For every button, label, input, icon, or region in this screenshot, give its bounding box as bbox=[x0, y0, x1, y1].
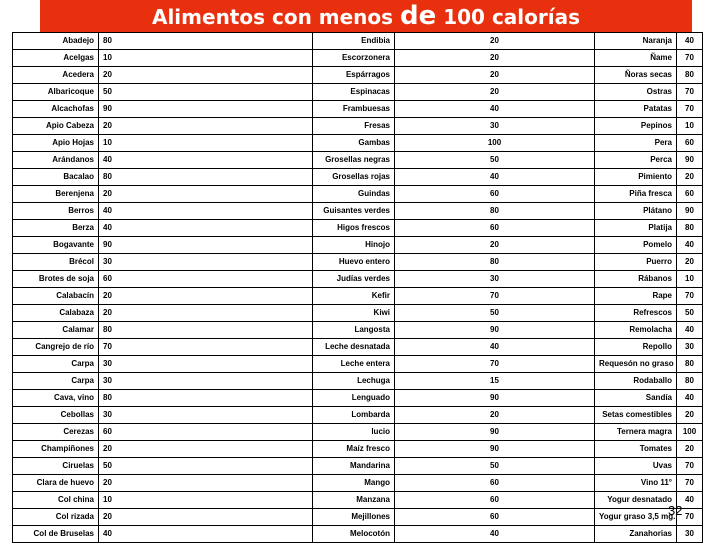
food-name-cell: Platija bbox=[595, 220, 677, 237]
table-row bbox=[13, 407, 703, 424]
page-number: 32 bbox=[668, 503, 683, 518]
table-row bbox=[13, 118, 703, 135]
food-name-cell: Acedera bbox=[13, 67, 99, 84]
calories-cell: 40 bbox=[395, 169, 595, 186]
calories-cell: 20 bbox=[677, 441, 703, 458]
calories-cell: 40 bbox=[395, 526, 595, 543]
food-name-cell: Cava, vino bbox=[13, 390, 99, 407]
calories-cell: 70 bbox=[395, 288, 595, 305]
food-name-cell: Kefir bbox=[313, 288, 395, 305]
food-name-cell: Ñoras secas bbox=[595, 67, 677, 84]
calories-cell: 60 bbox=[677, 186, 703, 203]
food-name-cell: Repollo bbox=[595, 339, 677, 356]
calories-cell: 20 bbox=[677, 254, 703, 271]
food-name-cell: Pepinos bbox=[595, 118, 677, 135]
food-name-cell: Apio Hojas bbox=[13, 135, 99, 152]
calories-cell: 90 bbox=[677, 203, 703, 220]
food-name-cell: Brotes de soja bbox=[13, 271, 99, 288]
calories-cell: 40 bbox=[677, 33, 703, 50]
food-name-cell: Frambuesas bbox=[313, 101, 395, 118]
food-name-cell: Pimiento bbox=[595, 169, 677, 186]
food-name-cell: Brécol bbox=[13, 254, 99, 271]
calories-cell: 60 bbox=[395, 509, 595, 526]
table-row bbox=[13, 220, 703, 237]
calories-cell: 40 bbox=[395, 339, 595, 356]
table-row bbox=[13, 237, 703, 254]
calories-cell: 70 bbox=[677, 84, 703, 101]
calories-cell: 60 bbox=[99, 271, 313, 288]
food-name-cell: Requesón no graso bbox=[595, 356, 677, 373]
table-row bbox=[13, 475, 703, 492]
table-row bbox=[13, 271, 703, 288]
food-name-cell: Yogur desnatado bbox=[595, 492, 677, 509]
food-name-cell: Yogur graso 3,5 mg. bbox=[595, 509, 677, 526]
food-name-cell: Hinojo bbox=[313, 237, 395, 254]
calories-cell: 20 bbox=[99, 509, 313, 526]
food-name-cell: lucio bbox=[313, 424, 395, 441]
calories-cell: 70 bbox=[677, 50, 703, 67]
calories-cell: 15 bbox=[395, 373, 595, 390]
calories-cell: 20 bbox=[395, 237, 595, 254]
food-name-cell: Grosellas negras bbox=[313, 152, 395, 169]
calories-cell: 50 bbox=[395, 305, 595, 322]
table-row bbox=[13, 254, 703, 271]
calories-cell: 70 bbox=[677, 509, 703, 526]
table-row bbox=[13, 203, 703, 220]
calories-cell: 60 bbox=[395, 186, 595, 203]
food-name-cell: Manzana bbox=[313, 492, 395, 509]
food-name-cell: Berenjena bbox=[13, 186, 99, 203]
table-row bbox=[13, 390, 703, 407]
food-name-cell: Perca bbox=[595, 152, 677, 169]
table-row bbox=[13, 305, 703, 322]
table-row bbox=[13, 50, 703, 67]
calories-cell: 90 bbox=[677, 152, 703, 169]
food-name-cell: Apio Cabeza bbox=[13, 118, 99, 135]
food-name-cell: Endibia bbox=[313, 33, 395, 50]
food-name-cell: Espinacas bbox=[313, 84, 395, 101]
food-name-cell: Lenguado bbox=[313, 390, 395, 407]
calories-cell: 70 bbox=[677, 288, 703, 305]
food-name-cell: Zanahorias bbox=[595, 526, 677, 543]
table-row bbox=[13, 458, 703, 475]
table-body bbox=[13, 33, 703, 543]
calories-cell: 20 bbox=[395, 407, 595, 424]
calories-cell: 70 bbox=[395, 356, 595, 373]
calories-cell: 30 bbox=[99, 373, 313, 390]
food-name-cell: Maíz fresco bbox=[313, 441, 395, 458]
food-name-cell: Grosellas rojas bbox=[313, 169, 395, 186]
calories-cell: 20 bbox=[99, 118, 313, 135]
calories-cell: 80 bbox=[677, 67, 703, 84]
food-name-cell: Cangrejo de río bbox=[13, 339, 99, 356]
food-name-cell: Ñame bbox=[595, 50, 677, 67]
table-row bbox=[13, 441, 703, 458]
food-name-cell: Carpa bbox=[13, 356, 99, 373]
calories-cell: 90 bbox=[395, 390, 595, 407]
food-name-cell: Mandarina bbox=[313, 458, 395, 475]
table-row bbox=[13, 373, 703, 390]
calories-cell: 10 bbox=[677, 118, 703, 135]
calories-cell: 80 bbox=[99, 390, 313, 407]
food-name-cell: Col china bbox=[13, 492, 99, 509]
food-name-cell: Mango bbox=[313, 475, 395, 492]
title-part2: de bbox=[400, 1, 437, 31]
title-banner bbox=[40, 0, 692, 32]
calories-cell: 60 bbox=[99, 424, 313, 441]
calories-cell: 50 bbox=[677, 305, 703, 322]
food-name-cell: Acelgas bbox=[13, 50, 99, 67]
calories-cell: 80 bbox=[99, 322, 313, 339]
calories-cell: 60 bbox=[395, 220, 595, 237]
calories-cell: 10 bbox=[677, 271, 703, 288]
calories-cell: 20 bbox=[395, 50, 595, 67]
calories-cell: 20 bbox=[395, 33, 595, 50]
calories-cell: 20 bbox=[99, 305, 313, 322]
food-name-cell: Uvas bbox=[595, 458, 677, 475]
calories-cell: 70 bbox=[677, 475, 703, 492]
calories-cell: 60 bbox=[395, 492, 595, 509]
calories-cell: 80 bbox=[677, 220, 703, 237]
food-name-cell: Albaricoque bbox=[13, 84, 99, 101]
food-name-cell: Remolacha bbox=[595, 322, 677, 339]
food-name-cell: Bogavante bbox=[13, 237, 99, 254]
calorie-table bbox=[12, 32, 703, 543]
food-name-cell: Cebollas bbox=[13, 407, 99, 424]
food-name-cell: Vino 11° bbox=[595, 475, 677, 492]
food-name-cell: Champiñones bbox=[13, 441, 99, 458]
calories-cell: 70 bbox=[99, 339, 313, 356]
food-name-cell: Guindas bbox=[313, 186, 395, 203]
calories-cell: 80 bbox=[395, 254, 595, 271]
food-name-cell: Berza bbox=[13, 220, 99, 237]
food-name-cell: Guisantes verdes bbox=[313, 203, 395, 220]
calories-cell: 60 bbox=[395, 475, 595, 492]
calories-cell: 30 bbox=[395, 271, 595, 288]
table-row bbox=[13, 84, 703, 101]
table-row bbox=[13, 169, 703, 186]
table-row bbox=[13, 339, 703, 356]
calories-cell: 40 bbox=[677, 492, 703, 509]
calories-cell: 40 bbox=[99, 203, 313, 220]
food-name-cell: Fresas bbox=[313, 118, 395, 135]
food-name-cell: Leche entera bbox=[313, 356, 395, 373]
calories-cell: 10 bbox=[99, 50, 313, 67]
food-name-cell: Calabacín bbox=[13, 288, 99, 305]
food-name-cell: Leche desnatada bbox=[313, 339, 395, 356]
calories-cell: 80 bbox=[677, 373, 703, 390]
calories-cell: 40 bbox=[99, 526, 313, 543]
calories-cell: 90 bbox=[395, 322, 595, 339]
title-part3: 100 calorías bbox=[436, 5, 581, 29]
food-name-cell: Patatas bbox=[595, 101, 677, 118]
table-row bbox=[13, 101, 703, 118]
food-name-cell: Gambas bbox=[313, 135, 395, 152]
food-name-cell: Berros bbox=[13, 203, 99, 220]
food-name-cell: Langosta bbox=[313, 322, 395, 339]
calories-cell: 10 bbox=[99, 135, 313, 152]
calories-cell: 20 bbox=[677, 407, 703, 424]
calories-cell: 60 bbox=[677, 135, 703, 152]
calories-cell: 30 bbox=[395, 118, 595, 135]
calories-cell: 90 bbox=[395, 424, 595, 441]
table-row bbox=[13, 356, 703, 373]
calories-cell: 80 bbox=[99, 33, 313, 50]
table-row bbox=[13, 322, 703, 339]
table-row bbox=[13, 33, 703, 50]
table-row bbox=[13, 135, 703, 152]
food-name-cell: Cerezas bbox=[13, 424, 99, 441]
food-name-cell: Melocotón bbox=[313, 526, 395, 543]
food-name-cell: Plátano bbox=[595, 203, 677, 220]
food-name-cell: Higos frescos bbox=[313, 220, 395, 237]
calories-cell: 40 bbox=[395, 101, 595, 118]
calories-cell: 90 bbox=[99, 237, 313, 254]
calories-cell: 100 bbox=[395, 135, 595, 152]
food-name-cell: Mejillones bbox=[313, 509, 395, 526]
calories-cell: 50 bbox=[395, 458, 595, 475]
food-name-cell: Pomelo bbox=[595, 237, 677, 254]
food-name-cell: Ternera magra bbox=[595, 424, 677, 441]
food-name-cell: Naranja bbox=[595, 33, 677, 50]
table-row bbox=[13, 424, 703, 441]
calories-cell: 20 bbox=[395, 67, 595, 84]
calories-cell: 20 bbox=[99, 67, 313, 84]
food-name-cell: Calamar bbox=[13, 322, 99, 339]
calories-cell: 80 bbox=[395, 203, 595, 220]
table-row bbox=[13, 152, 703, 169]
food-name-cell: Pera bbox=[595, 135, 677, 152]
calories-cell: 30 bbox=[677, 339, 703, 356]
food-name-cell: Rodaballo bbox=[595, 373, 677, 390]
food-name-cell: Rábanos bbox=[595, 271, 677, 288]
table-row bbox=[13, 288, 703, 305]
calories-cell: 50 bbox=[395, 152, 595, 169]
food-name-cell: Abadejo bbox=[13, 33, 99, 50]
food-name-cell: Piña fresca bbox=[595, 186, 677, 203]
calories-cell: 20 bbox=[677, 169, 703, 186]
calories-cell: 40 bbox=[99, 220, 313, 237]
food-name-cell: Lombarda bbox=[313, 407, 395, 424]
table-row bbox=[13, 186, 703, 203]
food-name-cell: Bacalao bbox=[13, 169, 99, 186]
table-row bbox=[13, 492, 703, 509]
food-name-cell: Sandía bbox=[595, 390, 677, 407]
calories-cell: 20 bbox=[99, 186, 313, 203]
calories-cell: 40 bbox=[677, 390, 703, 407]
calories-cell: 20 bbox=[99, 475, 313, 492]
calories-cell: 30 bbox=[677, 526, 703, 543]
food-name-cell: Huevo entero bbox=[313, 254, 395, 271]
calories-cell: 30 bbox=[99, 407, 313, 424]
food-name-cell: Refrescos bbox=[595, 305, 677, 322]
calories-cell: 40 bbox=[677, 237, 703, 254]
table-row bbox=[13, 526, 703, 543]
food-name-cell: Calabaza bbox=[13, 305, 99, 322]
food-name-cell: Escorzonera bbox=[313, 50, 395, 67]
calories-cell: 40 bbox=[99, 152, 313, 169]
food-name-cell: Setas comestibles bbox=[595, 407, 677, 424]
food-name-cell: Lechuga bbox=[313, 373, 395, 390]
calories-cell: 70 bbox=[677, 458, 703, 475]
calories-cell: 30 bbox=[99, 356, 313, 373]
calories-cell: 100 bbox=[677, 424, 703, 441]
calories-cell: 90 bbox=[395, 441, 595, 458]
calories-cell: 80 bbox=[677, 356, 703, 373]
food-name-cell: Ostras bbox=[595, 84, 677, 101]
calories-cell: 20 bbox=[395, 84, 595, 101]
food-name-cell: Tomates bbox=[595, 441, 677, 458]
table-row bbox=[13, 67, 703, 84]
food-name-cell: Ciruelas bbox=[13, 458, 99, 475]
food-name-cell: Arándanos bbox=[13, 152, 99, 169]
calories-cell: 40 bbox=[677, 322, 703, 339]
calories-cell: 20 bbox=[99, 441, 313, 458]
food-name-cell: Rape bbox=[595, 288, 677, 305]
food-name-cell: Clara de huevo bbox=[13, 475, 99, 492]
food-name-cell: Alcachofas bbox=[13, 101, 99, 118]
food-name-cell: Carpa bbox=[13, 373, 99, 390]
calories-cell: 90 bbox=[99, 101, 313, 118]
calories-cell: 50 bbox=[99, 458, 313, 475]
table-row bbox=[13, 509, 703, 526]
calories-cell: 50 bbox=[99, 84, 313, 101]
food-name-cell: Espárragos bbox=[313, 67, 395, 84]
food-name-cell: Kiwi bbox=[313, 305, 395, 322]
food-name-cell: Col rizada bbox=[13, 509, 99, 526]
calories-cell: 10 bbox=[99, 492, 313, 509]
calories-cell: 30 bbox=[99, 254, 313, 271]
title-part1: Alimentos con menos bbox=[151, 5, 401, 29]
calories-cell: 20 bbox=[99, 288, 313, 305]
calories-cell: 80 bbox=[99, 169, 313, 186]
food-name-cell: Puerro bbox=[595, 254, 677, 271]
calories-cell: 70 bbox=[677, 101, 703, 118]
food-name-cell: Judías verdes bbox=[313, 271, 395, 288]
food-name-cell: Col de Bruselas bbox=[13, 526, 99, 543]
